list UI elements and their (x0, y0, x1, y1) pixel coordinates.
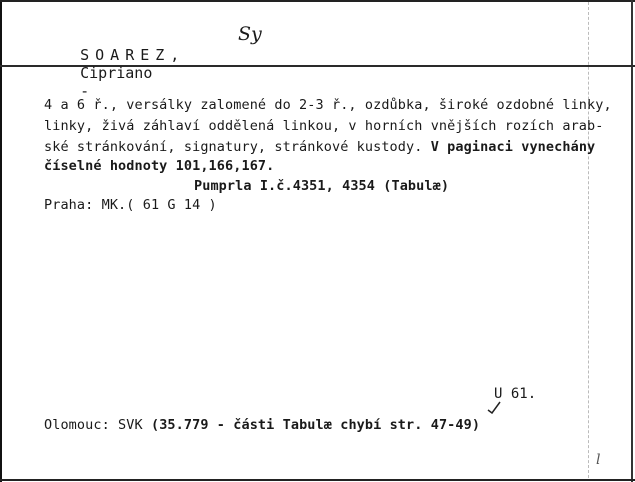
description-line-3 (44, 139, 595, 155)
bibliographic-reference: Pumprla I.č.4351, 4354 (Tabulæ) (194, 178, 450, 194)
author-given-name: Cipriano (80, 64, 153, 82)
corner-annotation: l (596, 452, 601, 468)
praha-holding: Praha: MK.( 61 G 14 ) (44, 197, 217, 213)
card-top-edge (0, 0, 635, 2)
olomouc-note: - části Tabulæ chybí str. 47-49) (216, 417, 481, 433)
author-surname: SOAREZ, (80, 46, 186, 64)
heading-dash: - (80, 82, 90, 100)
card-bottom-edge (0, 479, 635, 481)
description-line-1: 4 a 6 ř., versálky zalomené do 2-3 ř., ozdůbka, široké ozdobné linky, (44, 97, 612, 113)
pagination-note-start: V paginaci vynechány (430, 139, 596, 155)
olomouc-shelfmark: (35.779 (150, 417, 209, 433)
olomouc-label: Olomouc: SVK (44, 417, 143, 433)
handwritten-signature: Sy (238, 23, 262, 45)
check-mark-icon (486, 400, 502, 414)
right-guide-line (588, 2, 589, 478)
olomouc-holding (44, 417, 480, 433)
card-left-edge (0, 0, 2, 482)
description-line-3-text: ské stránkování, signatury, stránkové kustody. (44, 139, 423, 155)
pagination-note-end: číselné hodnoty 101,166,167. (44, 158, 275, 174)
call-mark: U 61. (494, 386, 537, 402)
description-line-2: linky, živá záhlaví oddělená linkou, v horních vnějších rozích arab- (44, 118, 604, 134)
card-right-edge (631, 0, 633, 482)
